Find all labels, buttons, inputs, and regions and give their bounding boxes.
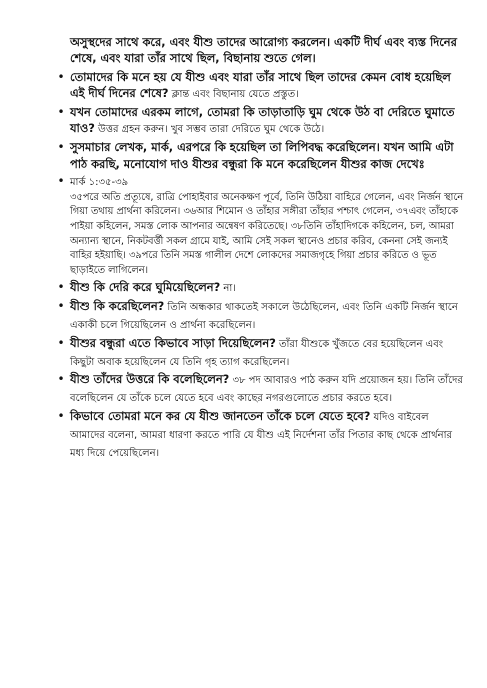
answer-text: না। [220,283,236,295]
bullet-icon: • [57,335,65,350]
list-item [57,69,465,103]
question-text: তোমাদের কি মনে হয় যে যীশু এবং যারা তাঁর সাথে ছিল তাদের কেমন বোধ হয়েছিল এই দীর্ঘ দিনের শেষে? [70,69,451,101]
question-text: যীশুর বন্ধুরা এতে কিভাবে সাড়া দিয়েছিলেন? [70,335,276,350]
question-text: যীশু তাঁদের উত্তরে কি বলেছিলেন? [70,372,230,387]
passage-text: ৩৫পরে অতি প্রত্যূষে, রাত্রি পোহাইবার অনেকক্ষণ পূর্বে, তিনি উঠিয়া বাহিরে গেলেন, এবং নির্জন স্থানে গিয়া তথায় প্রার্থনা করিলেন। ৩৬আর শিমোন ও তাঁহার সঙ্গীরা তাঁহার পশ্চাৎ গেলেন, ৩৭এবং তাঁহাকে পাইয়া কহিলেন, সমস্ত লোক আপনার অন্বেষণ করিতেছে। ৩৮তিনি তাঁহাদিগকে কহিলেন, চল, আমরা অন্যান্য স্থানে, নিকটবর্ত্তী সকল গ্রামে যাই, আমি সেই সকল স্থানেও প্রচার করিব, কেননা সেই জন্যই বাহির হইয়াছি। ৩৯পরে তিনি সমস্ত গালীল দেশে লোকদের সমাজগৃহে গিয়া প্রচার করিতে ও ভূত ছাড়াইতে লাগিলেন। [70,191,464,276]
bullet-icon: • [57,280,65,295]
list-item [57,408,465,461]
answer-text: ক্লান্ত এবং বিছানায় যেতে প্রস্তুত। [168,89,299,101]
passage-reference: মার্ক ১:৩৫-৩৯ [70,177,129,189]
question-text: যীশু কি করেছিলেন? [70,299,165,314]
bullet-icon: • [57,140,65,155]
list-item [57,279,465,297]
bullet-icon: • [57,299,65,314]
question-text: সুসমাচার লেখক, মার্ক, এরপরে কি হয়েছিল তা লিপিবদ্ধ করেছিলেন। যখন আমি এটা পাঠ করছি, মনোযোগ দাও যীশুর বন্ধুরা কি মনে করেছিলেন যীশুর কাজ দেখেঃ [70,140,454,171]
list-item [57,371,465,407]
answer-text: তিনি অন্ধকার থাকতেই সকালে উঠেছিলেন, এবং তিনি একটি নির্জন স্থানে একাকী চলে গিয়েছিলেন ও প্রার্থনা করেছিলেন। [70,302,458,331]
bullet-icon: • [57,69,65,84]
bullet-icon: • [57,372,65,387]
answer-text: যদিও বাইবেল আমাদের বলেনা, আমরা ধারণা করতে পারি যে যীশু এই নির্দেশনা তাঁর পিতার কাছ থেকে প্রার্থনার মধ্য দিয়ে পেয়েছিলেন। [70,411,453,459]
question-text: যখন তোমাদের এরকম লাগে, তোমরা কি তাড়াতাড়ি ঘুম থেকে উঠ বা দেরিতে ঘুমাতে যাও? [70,105,455,136]
list-item [57,104,465,138]
list-item [57,335,465,371]
question-text: কিভাবে তোমরা মনে কর যে যীশু জানতেন তাঁকে চলে যেতে হবে? [70,408,371,423]
list-item [57,139,465,172]
bullet-icon: • [57,105,65,120]
question-list [57,69,465,462]
answer-text: তাঁরা যীশুকে খুঁজতে বের হয়েছিলেন এবং কিছুটা অবাক হয়েছিলেন যে তিনি গৃহ ত্যাগ করেছিলেন। [70,338,444,368]
bullet-icon: • [57,408,65,423]
question-text: যীশু কি দেরি করে ঘুমিয়েছিলেন? [70,280,221,295]
list-item [57,298,465,334]
bullet-icon: • [57,174,65,189]
answer-text: ৩৮ পদ আবারও পাঠ করুন যদি প্রয়োজন হয়। তিনি তাঁদের বলেছিলেন যে তাঁকে চলে যেতে হবে এবং কাছের নগরগুলোতে প্রচার করতে হবে। [70,375,463,405]
intro-paragraph [70,34,465,67]
intro-bold-text: অসুস্থদের সাথে করে, এবং যীশু তাদের আরোগ্য করলেন। একটি দীর্ঘ এবং ব্যস্ত দিনের শেষে, এবং যারা তাঁর সাথে ছিল, বিছানায় শুতে গেল। [70,35,457,66]
list-item [57,173,465,278]
answer-text: উত্তর গ্রহন করুন। খুব সম্ভব তারা দেরিতে ঘুম থেকে উঠে। [94,124,325,136]
